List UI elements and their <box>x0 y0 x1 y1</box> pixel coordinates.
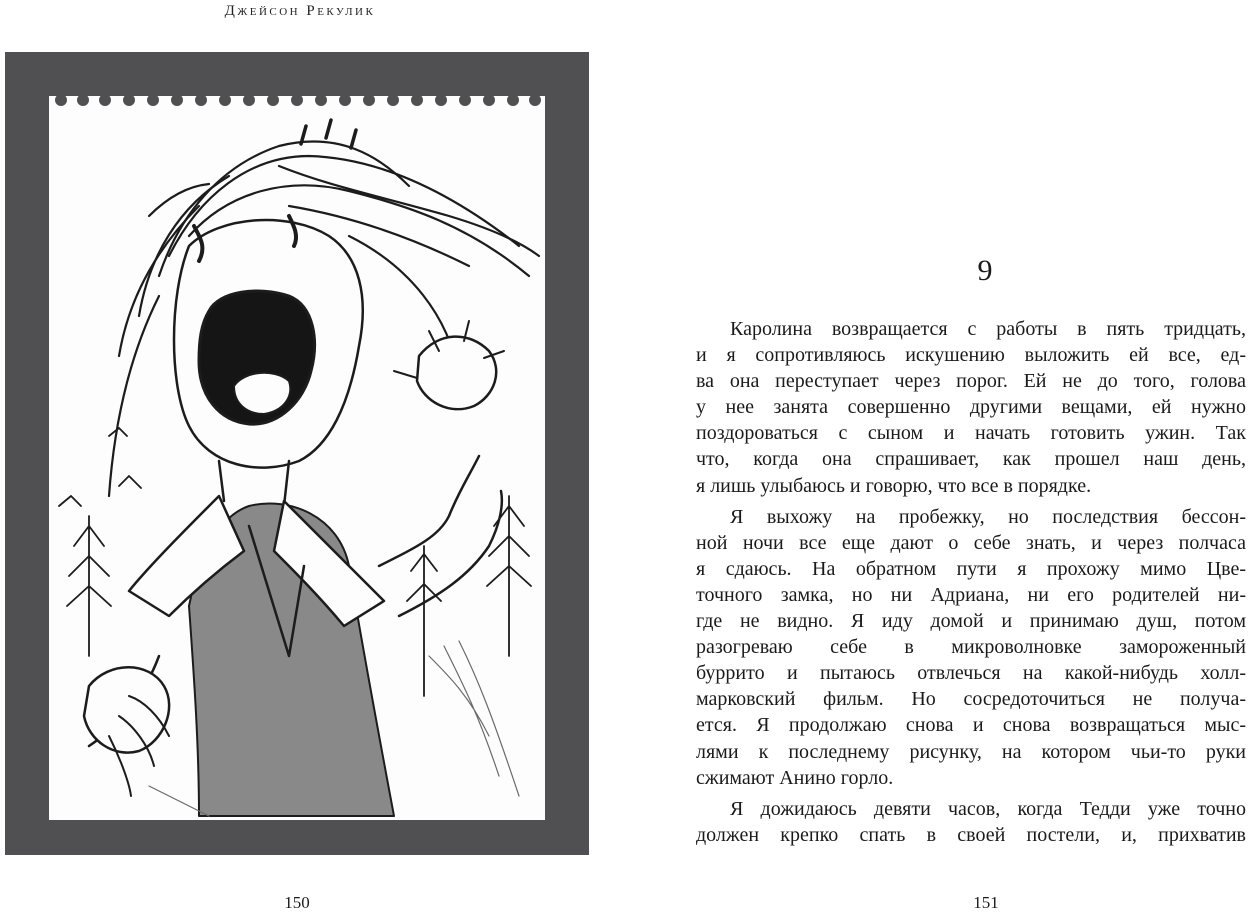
text-line: Я выхожу на пробежку, но последствия бессон- <box>730 505 1246 528</box>
text-line: ной ночи все еще дают о себе знать, и через полчаса <box>696 531 1246 554</box>
text-line: буррито и пытаюсь отвлечься на какой-нибудь холл- <box>696 662 1246 685</box>
page-number-right: 151 <box>973 893 999 912</box>
text-line: Каролина возвращается с работы в пять тридцать, <box>730 318 1246 340</box>
right-hand <box>417 337 496 410</box>
paragraph <box>696 316 1246 499</box>
notebook-holes <box>55 96 541 106</box>
text-line: ва она переступает через порог. Ей не до того, голова <box>696 370 1246 393</box>
right-arm <box>379 456 479 566</box>
running-head: Джейсон Рекулик <box>224 3 376 19</box>
left-eye <box>194 226 202 261</box>
page-number-left: 150 <box>284 893 310 912</box>
text-line: я лишь улыбаюсь и говорю, что все в порядке. <box>696 474 1092 497</box>
left-hand <box>84 667 169 752</box>
text-line: марковский фильм. Но сосредоточиться не получа- <box>696 688 1246 711</box>
text-line: поздороваться с сыном и начать готовить ужин. Так <box>696 422 1246 445</box>
text-line: разогреваю себе в микроволновке замороженный <box>696 636 1246 659</box>
text-line: что, когда она спрашивает, как прошел наш день, <box>696 448 1246 471</box>
chapter-number: 9 <box>977 254 993 287</box>
screaming-girl-drawing <box>49 96 545 820</box>
text-line: ется. Я продолжаю снова и снова возвращаться мыс- <box>696 714 1246 737</box>
text-line: Я дожидаюсь девяти часов, когда Тедди уже точно <box>730 797 1246 820</box>
text-line: точного замка, но ни Адриана, ни его родителей ни- <box>696 583 1246 606</box>
text-line: где не видно. Я иду домой и принимаю душ, потом <box>696 610 1246 633</box>
body-text <box>696 316 1246 853</box>
text-line: сжимают Анино горло. <box>696 766 894 789</box>
paragraph <box>696 796 1246 848</box>
right-eye <box>289 216 296 246</box>
text-line: у нее занята совершенно другими вещами, ей нужно <box>696 396 1246 419</box>
text-line: и я сопротивляюсь искушению выложить ей все, ед- <box>696 344 1246 367</box>
alarm-marks <box>301 120 356 148</box>
illustration-paper <box>49 96 545 820</box>
paragraph <box>696 504 1246 791</box>
text-line: я сдаюсь. На обратном пути я прохожу мимо Цве- <box>696 557 1246 580</box>
text-line: лями к последнему рисунку, на котором чьи-то руки <box>696 740 1246 763</box>
text-line: должен крепко спать в своей постели, и, прихватив <box>696 823 1246 846</box>
